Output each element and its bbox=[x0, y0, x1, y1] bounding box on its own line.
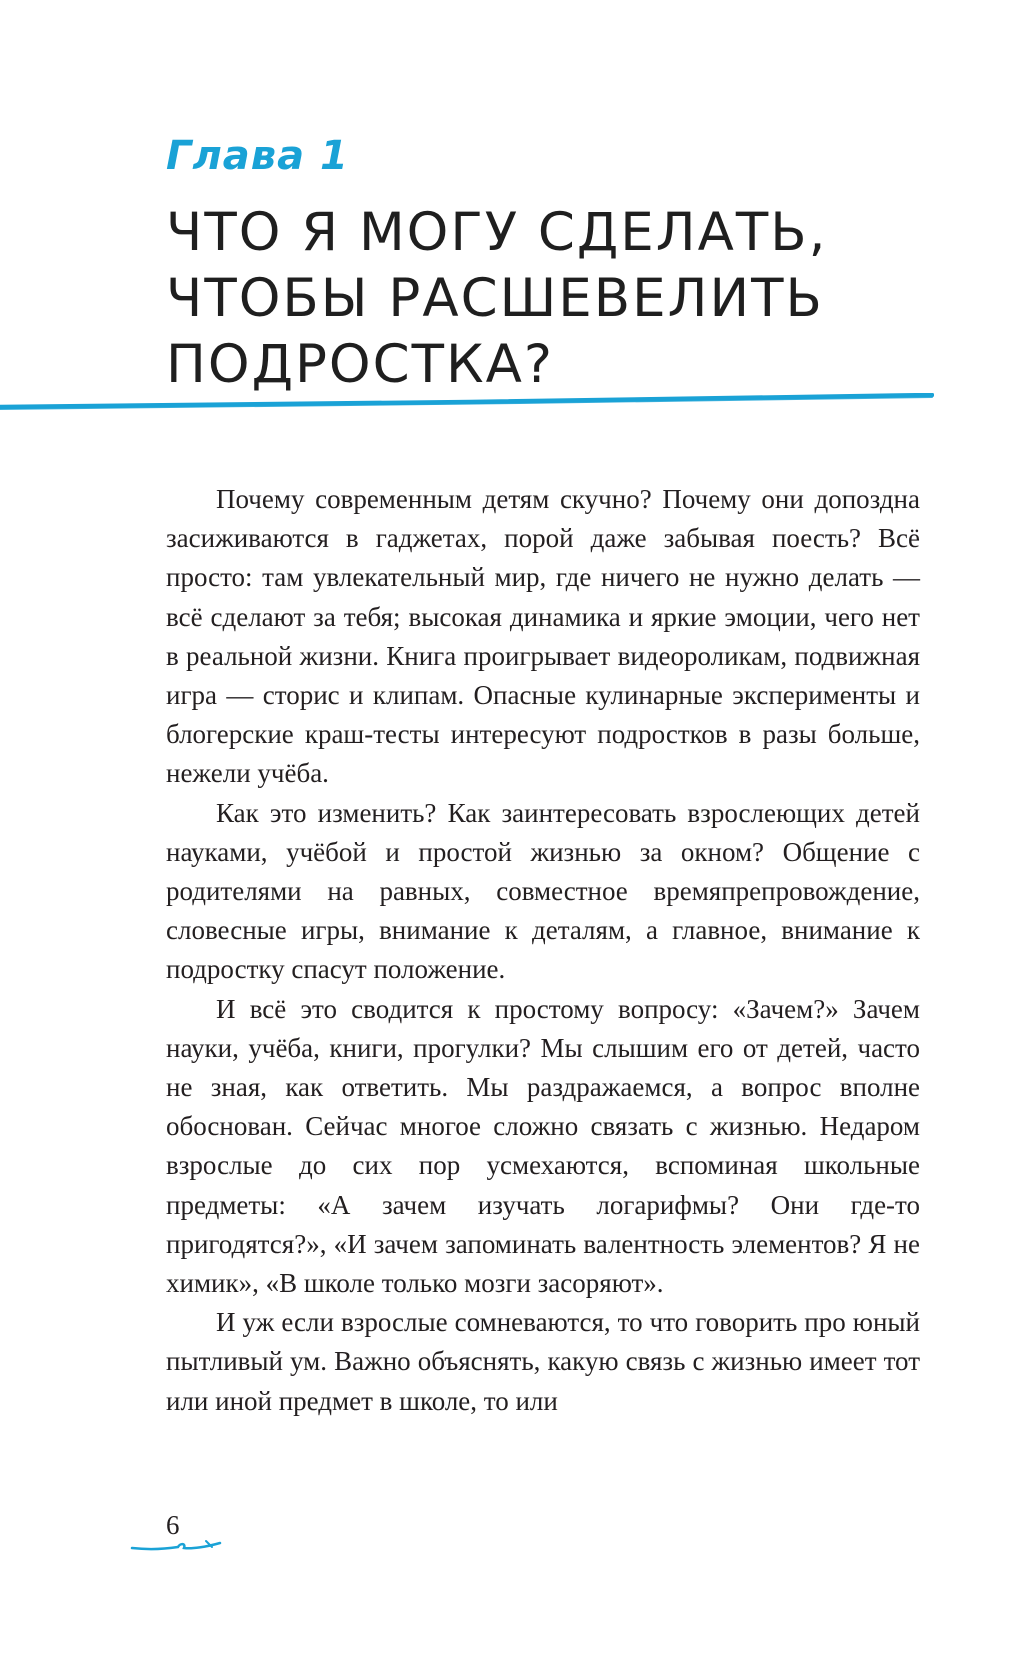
chapter-title-line-3: ПОДРОСТКА? bbox=[166, 334, 555, 395]
chapter-title-line-1: ЧТО Я МОГУ СДЕЛАТЬ, bbox=[166, 202, 828, 263]
paragraph: Почему современным детям скучно? Почему они допоздна засиживаются в гаджетах, порой даже забывая поесть? Всё просто: там увлекательный мир, где ничего не нужно делать — всё сделают за тебя; высокая динамика и яркие эмоции, чего нет в реальной жизни. Книга проигрывает видеороликам, подвижная игра — сторис и клипам. Опасные кулинарные эксперименты и блогерские краш-тесты интересуют подростков в разы больше, нежели учёба. bbox=[166, 484, 920, 789]
page-number: 6 bbox=[166, 1510, 180, 1540]
paragraph: И всё это сводится к простому вопросу: «Зачем?» Зачем науки, учёба, книги, прогулки? Мы слышим его от детей, часто не зная, как ответить. Мы раздражаемся, а вопрос вполне обоснован. Сейчас многое сложно связать с жизнью. Недаром взрослые до сих пор усмехаются, вспоминая школьные предметы: «А зачем изучать логарифмы? Они где-то пригодятся?», «И зачем запоминать валентность элементов? Я не химик», «В школе только мозги засоряют». bbox=[166, 993, 920, 1299]
body-text bbox=[166, 480, 920, 1421]
chapter-title bbox=[166, 200, 926, 398]
paragraph: Как это изменить? Как заинтересовать взрослеющих детей науками, учёбой и простой жизнью за окном? Общение с родителями на равных, совместное времяпрепровождение, словесные игры, внимание к деталям, а главное, внимание к подростку спасут положение. bbox=[166, 797, 920, 985]
title-underline bbox=[0, 393, 934, 417]
chapter-title-line-2: ЧТОБЫ РАСШЕВЕЛИТЬ bbox=[166, 268, 824, 329]
paragraph: И уж если взрослые сомневаются, то что говорить про юный пытливый ум. Важно объяснять, какую связь с жизнью имеет тот или иной предмет в школе, то или bbox=[166, 1307, 920, 1416]
page-number-swoosh bbox=[130, 1538, 222, 1554]
chapter-label: Глава 1 bbox=[166, 133, 349, 179]
